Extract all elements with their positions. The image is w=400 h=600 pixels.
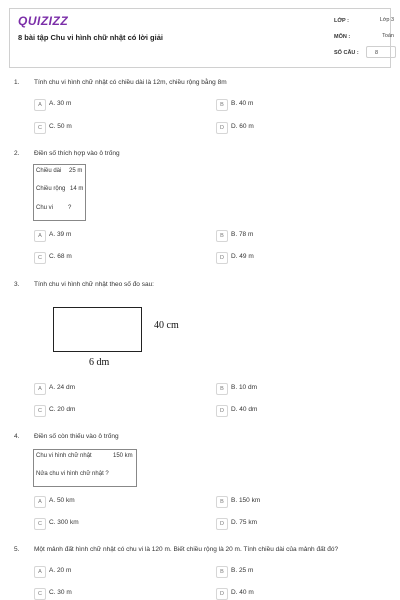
option-letter: A: [34, 496, 46, 508]
option-text: D. 40 dm: [231, 406, 258, 413]
figure-width-label: 6 dm: [89, 357, 110, 368]
option-text: B. 25 m: [231, 567, 254, 574]
option-text: D. 49 m: [231, 253, 254, 260]
table-row-label: Chiều rộng: [36, 186, 66, 192]
question-text: Điền số còn thiếu vào ô trống: [34, 433, 119, 440]
table-row-label: Chu vi hình chữ nhật: [36, 453, 92, 459]
question-text: Tính chu vi hình chữ nhật theo số đo sau:: [34, 281, 154, 288]
option-letter: B: [216, 496, 228, 508]
table-row-value: 14 m: [70, 186, 84, 192]
option-text: A. 24 dm: [49, 384, 76, 391]
option-text: C. 20 dm: [49, 406, 76, 413]
option-letter: C: [34, 518, 46, 530]
grade-value: Lớp 3: [379, 17, 394, 23]
option-letter: D: [216, 405, 228, 417]
option-letter: C: [34, 405, 46, 417]
table-row-label: Nửa chu vi hình chữ nhật ?: [36, 471, 109, 477]
question-number: 1.: [14, 79, 20, 86]
option-text: A. 20 m: [49, 567, 72, 574]
option-letter: B: [216, 230, 228, 242]
subject-value: Toán: [382, 33, 394, 39]
option-text: C. 300 km: [49, 519, 79, 526]
question-number: 2.: [14, 150, 20, 157]
grade-label: LỚP :: [334, 18, 349, 24]
option-letter: A: [34, 383, 46, 395]
question-text: Điền số thích hợp vào ô trống: [34, 150, 120, 157]
question-number: 5.: [14, 546, 20, 553]
option-letter: D: [216, 122, 228, 134]
info-table: [33, 164, 86, 221]
option-text: C. 30 m: [49, 589, 72, 596]
option-letter: A: [34, 230, 46, 242]
option-text: A. 50 km: [49, 497, 75, 504]
rectangle-figure: [53, 307, 142, 352]
option-text: D. 60 m: [231, 123, 254, 130]
option-letter: A: [34, 566, 46, 578]
option-letter: C: [34, 252, 46, 264]
table-row-label: Chu vi: [36, 205, 54, 211]
page-title: 8 bài tập Chu vi hình chữ nhật có lời giải: [18, 33, 163, 42]
option-text: C. 50 m: [49, 123, 72, 130]
option-text: D. 75 km: [231, 519, 258, 526]
option-text: A. 39 m: [49, 231, 72, 238]
question-count-value: 8: [366, 46, 396, 58]
option-letter: D: [216, 588, 228, 600]
option-letter: B: [216, 383, 228, 395]
option-text: B. 10 dm: [231, 384, 258, 391]
option-text: B. 78 m: [231, 231, 254, 238]
option-text: A. 30 m: [49, 100, 72, 107]
question-count-label: SỐ CÂU :: [334, 50, 359, 56]
option-letter: A: [34, 99, 46, 111]
option-text: B. 40 m: [231, 100, 254, 107]
question-number: 3.: [14, 281, 20, 288]
table-row-value: ?: [68, 205, 72, 211]
option-letter: C: [34, 588, 46, 600]
option-letter: B: [216, 566, 228, 578]
table-row-value: 150 km: [113, 453, 133, 459]
option-letter: C: [34, 122, 46, 134]
option-letter: D: [216, 518, 228, 530]
info-table: [33, 449, 137, 487]
subject-label: MÔN :: [334, 34, 351, 40]
question-number: 4.: [14, 433, 20, 440]
option-text: D. 40 m: [231, 589, 254, 596]
question-text: Một mảnh đất hình chữ nhật có chu vi là 120 m. Biết chiều rộng là 20 m. Tính chiều dài của mảnh đất đó?: [34, 546, 339, 553]
question-text: Tính chu vi hình chữ nhật có chiều dài là 12m, chiều rộng bằng 8m: [34, 79, 227, 86]
option-letter: D: [216, 252, 228, 264]
figure-height-label: 40 cm: [154, 320, 179, 331]
option-text: C. 68 m: [49, 253, 72, 260]
option-letter: B: [216, 99, 228, 111]
quizizz-logo: QUIZIZZ: [18, 14, 69, 28]
table-row-label: Chiều dài: [36, 168, 62, 174]
table-row-value: 25 m: [69, 168, 83, 174]
option-text: B. 150 km: [231, 497, 261, 504]
worksheet-header: [9, 8, 394, 68]
